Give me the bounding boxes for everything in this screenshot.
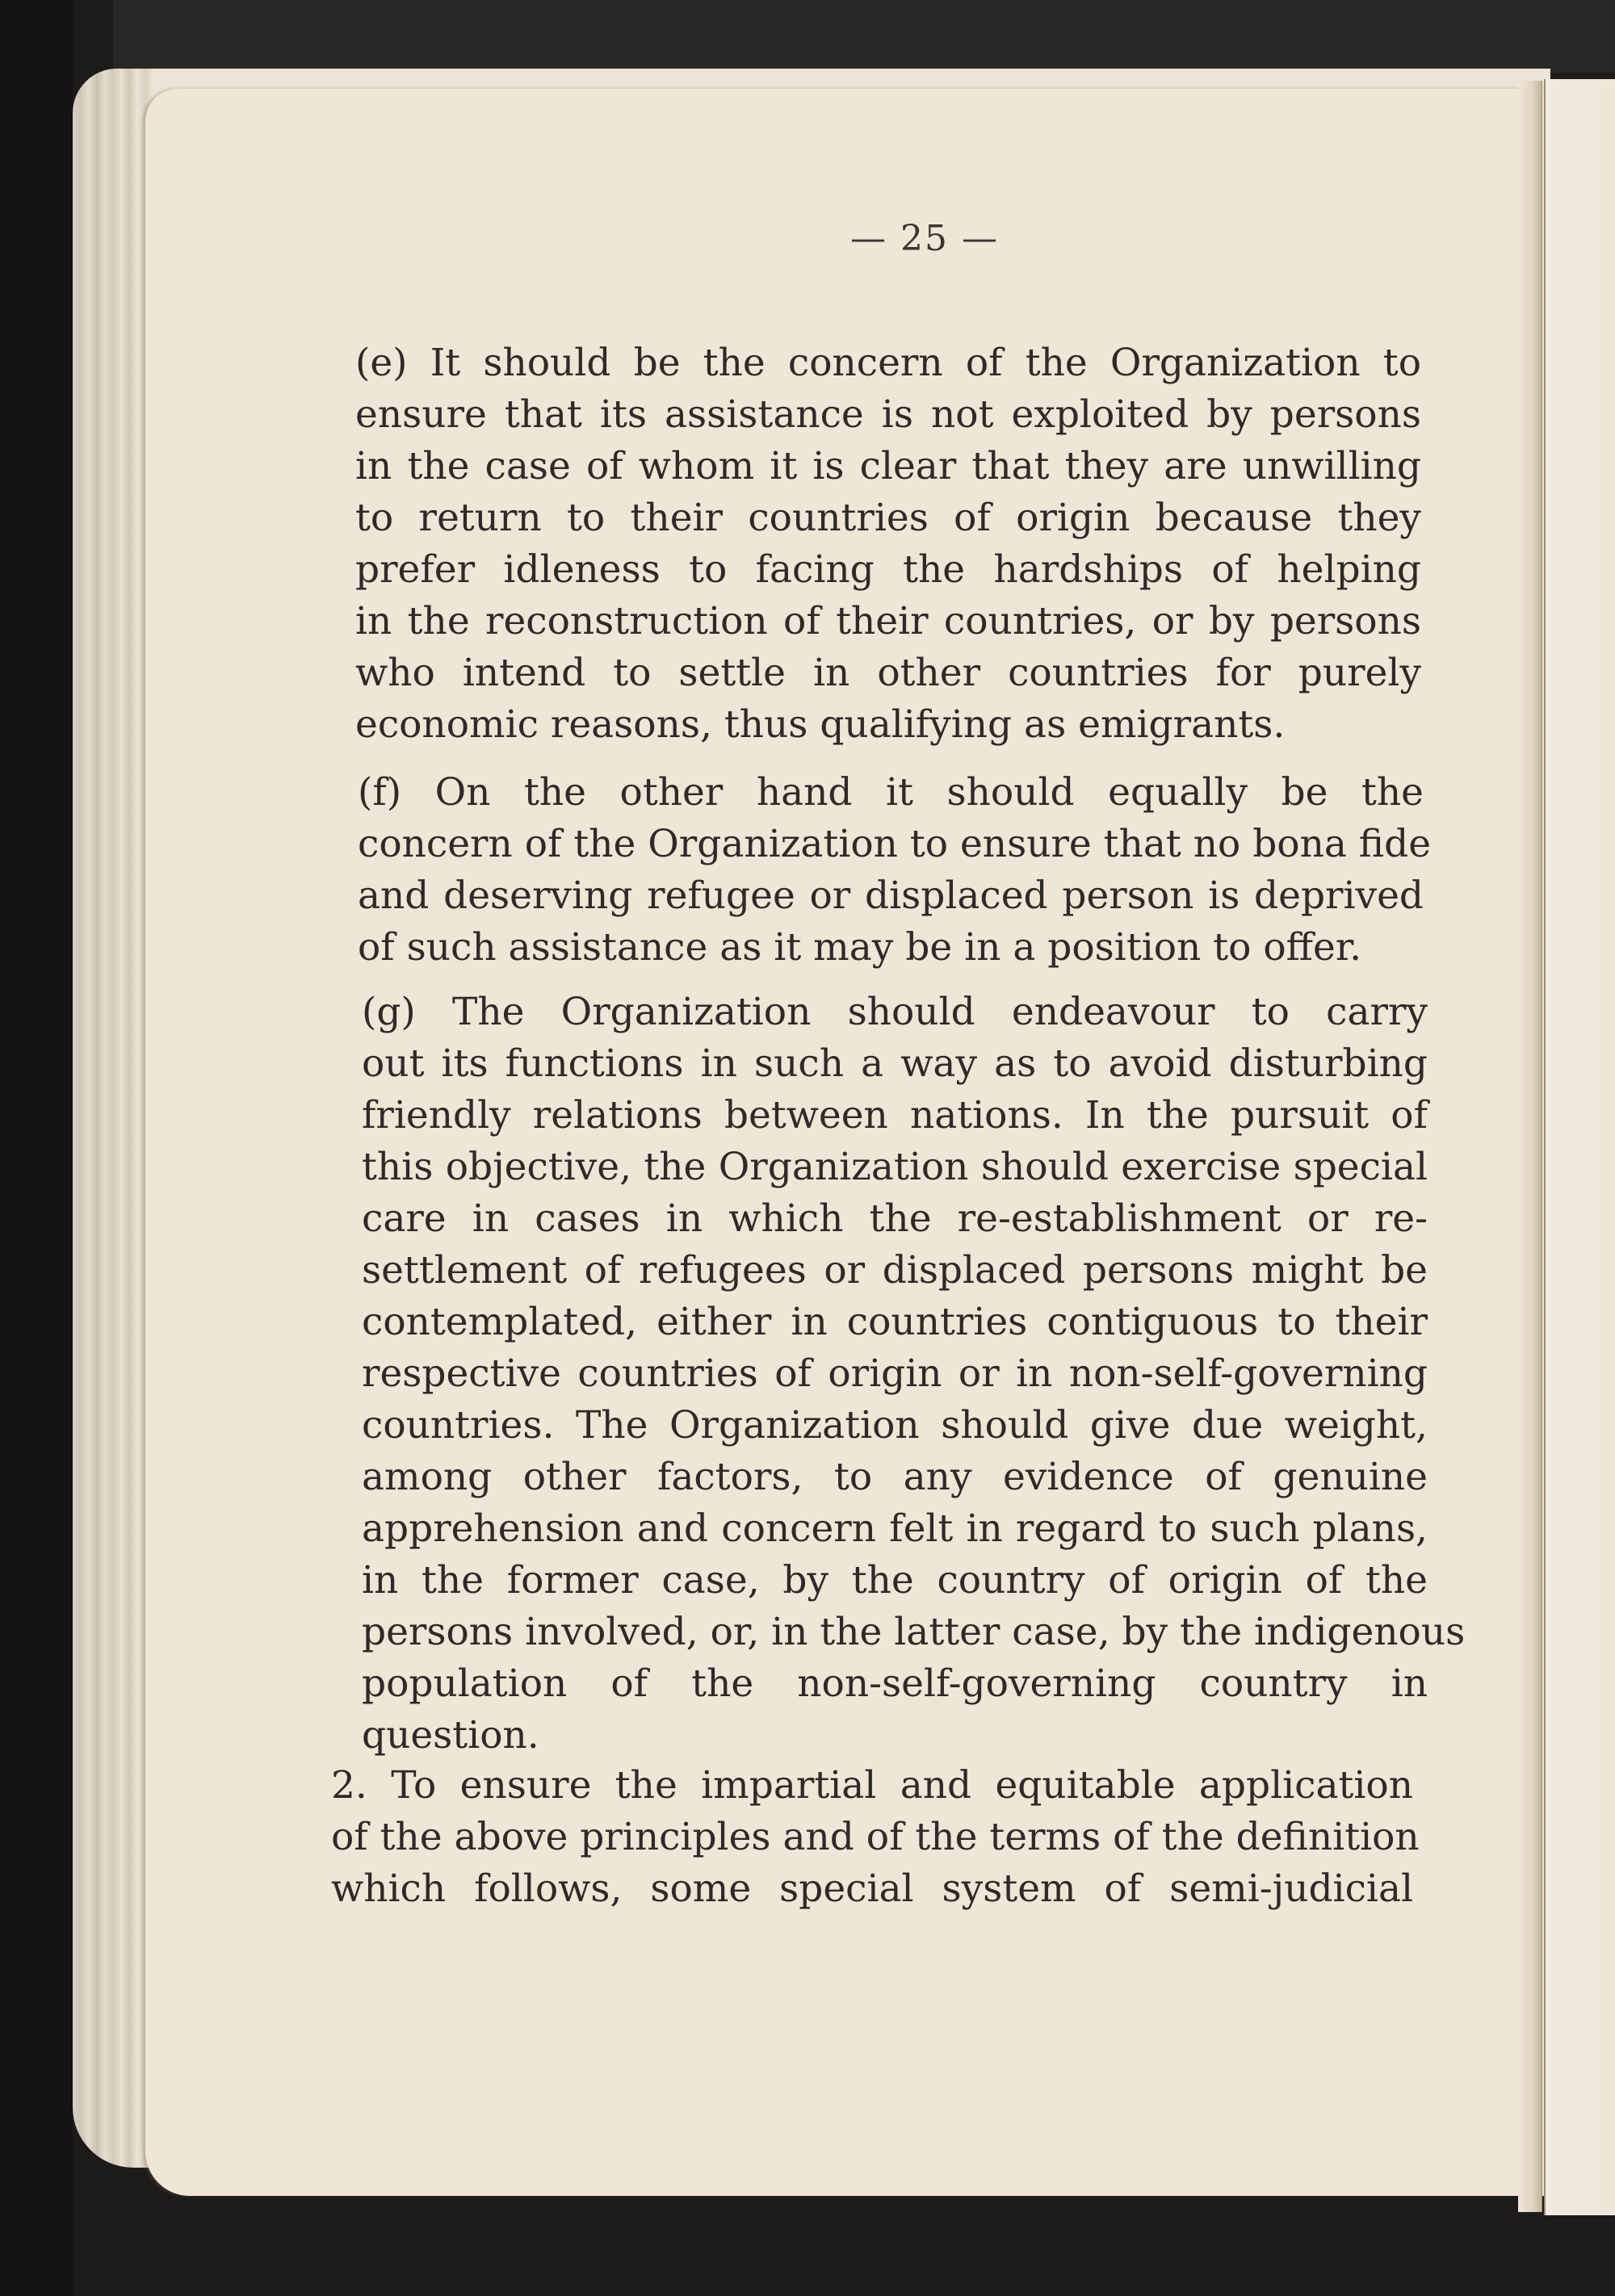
text-line: respective countries of origin or in non-self-governing	[362, 1351, 1428, 1396]
paragraph-2	[331, 1760, 1420, 1915]
page-number: — 25 —	[850, 218, 999, 259]
text-line: in the former case, by the country of origin of the	[362, 1558, 1428, 1603]
text-line: 2. To ensure the impartial and equitable application	[331, 1763, 1413, 1808]
text-line: concern of the Organization to ensure that no bona fide	[358, 822, 1432, 866]
text-line: (f) On the other hand it should equally be the	[358, 770, 1424, 815]
text-line: (g) The Organization should endeavour to carry	[362, 990, 1428, 1034]
text-line: ensure that its assistance is not exploited by persons	[355, 392, 1421, 437]
text-line: contemplated, either in countries contiguous to their	[362, 1300, 1428, 1344]
text-line: in the case of whom it is clear that they are unwilling	[355, 444, 1421, 488]
facing-page-edge	[1544, 79, 1615, 2215]
text-line: prefer idleness to facing the hardships of helping	[355, 547, 1421, 592]
book-gutter	[1518, 81, 1542, 2212]
text-line: among other factors, to any evidence of genuine	[362, 1455, 1428, 1499]
text-line: who intend to settle in other countries for purely	[355, 651, 1421, 695]
text-line: (e) It should be the concern of the Organization to	[355, 341, 1421, 385]
text-line: which follows, some special system of semi-judicial	[331, 1867, 1413, 1911]
paragraph-f	[358, 767, 1432, 974]
text-line: question.	[362, 1713, 539, 1758]
text-line: persons involved, or, in the latter case, by the indigenous	[362, 1610, 1466, 1654]
text-line: this objective, the Organization should exercise special	[362, 1145, 1428, 1189]
text-line: population of the non-self-governing country in	[362, 1661, 1428, 1706]
text-line: settlement of refugees or displaced persons might be	[362, 1248, 1428, 1293]
text-line: out its functions in such a way as to avoid disturbing	[362, 1041, 1428, 1086]
text-line: in the reconstruction of their countries, or by persons	[355, 599, 1421, 643]
text-line: friendly relations between nations. In the pursuit of	[362, 1093, 1428, 1138]
dark-background-left	[0, 0, 73, 2296]
text-line: countries. The Organization should give due weight,	[362, 1403, 1428, 1448]
text-line: to return to their countries of origin because they	[355, 496, 1421, 540]
paragraph-e	[355, 337, 1421, 751]
dark-background-top	[113, 0, 1615, 73]
text-line: care in cases in which the re-establishment or re-	[362, 1196, 1428, 1241]
text-line: and deserving refugee or displaced person is deprived	[358, 874, 1424, 918]
text-line: of such assistance as it may be in a position to offer.	[358, 925, 1362, 970]
text-line: apprehension and concern felt in regard to such plans,	[362, 1506, 1428, 1551]
paragraph-g	[362, 987, 1466, 1762]
text-line: economic reasons, thus qualifying as emigrants.	[355, 702, 1286, 747]
text-line: of the above principles and of the terms of the definition	[331, 1815, 1420, 1859]
